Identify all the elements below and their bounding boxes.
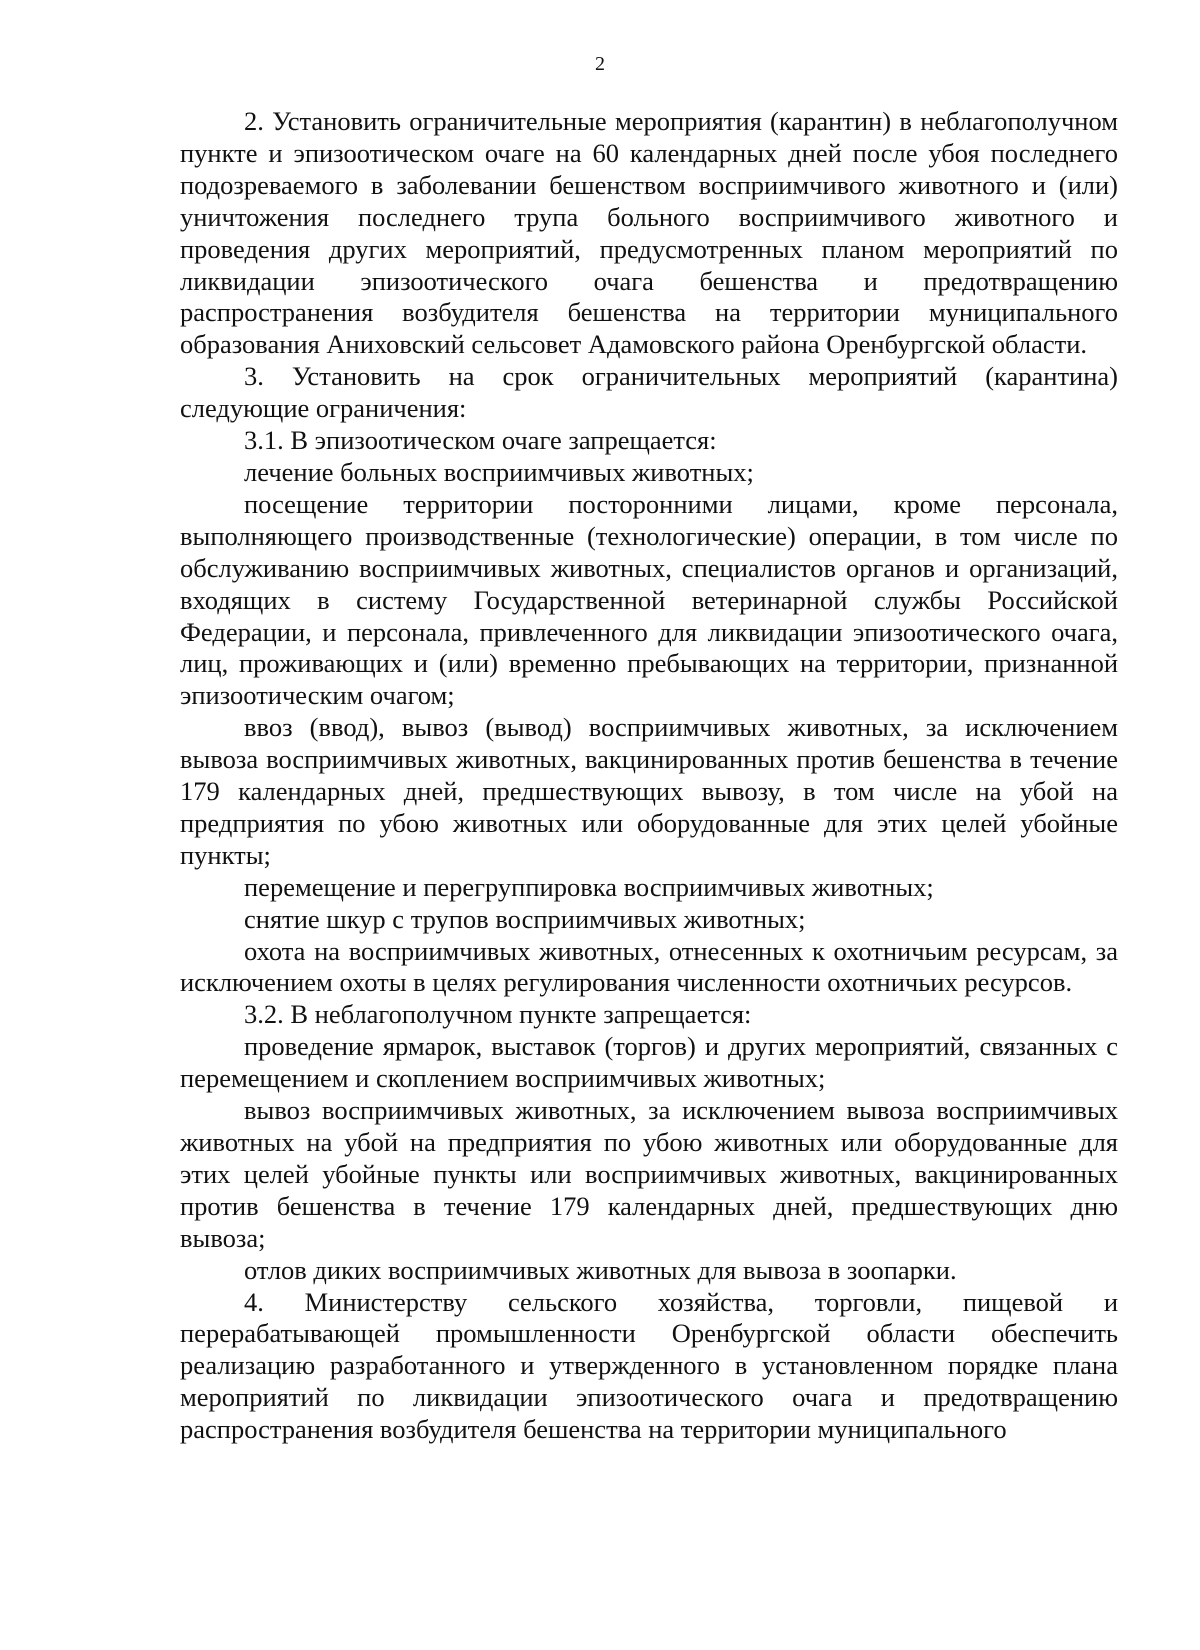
paragraph-regrouping-ban: перемещение и перегруппировка восприимчивых животных; bbox=[244, 871, 934, 902]
paragraph-fairs-ban: проведение ярмарок, выставок (торгов) и других мероприятий, связанных с перемещением и скоплением восприимчивых животных; bbox=[180, 1031, 1118, 1094]
paragraph-capture-ban: отлов диких восприимчивых животных для вывоза в зоопарки. bbox=[244, 1254, 957, 1285]
paragraph-item-4-ministry: 4. Министерству сельского хозяйства, торговли, пищевой и перерабатывающей промышленности Оренбургской области обеспечить реализацию разработанного и утвержденного в установленном порядке плана мероприятий по ликвидации эпизоотического очага и предотвращению распространения возбудителя бешенства на территории муниципального bbox=[180, 1286, 1118, 1445]
document-body bbox=[180, 106, 1118, 1446]
paragraph-item-3-2-heading: 3.2. В неблагополучном пункте запрещается: bbox=[244, 999, 752, 1030]
paragraph-treatment-ban: лечение больных восприимчивых животных; bbox=[244, 456, 754, 487]
page-number: 2 bbox=[595, 53, 605, 75]
paragraph-hunting-ban: охота на восприимчивых животных, отнесенных к охотничьим ресурсам, за исключением охоты в целях регулирования численности охотничьих ресурсов. bbox=[180, 935, 1118, 998]
paragraph-item-3-restrictions: 3. Установить на срок ограничительных мероприятий (карантина) следующие ограничения: bbox=[180, 361, 1118, 424]
paragraph-removal-ban: вывоз восприимчивых животных, за исключением вывоза восприимчивых животных на убой на предприятия по убою животных или оборудованные для этих целей убойные пункты или восприимчивых животных, вакцинированных против бешенства в течение 179 календарных дней, предшествующих дню вывоза; bbox=[180, 1095, 1118, 1253]
paragraph-item-2-quarantine: 2. Установить ограничительные мероприятия (карантин) в неблагополучном пункте и эпизоотическом очаге на 60 календарных дней после убоя последнего подозреваемого в заболевании бешенством восприимчивого животного и (или) уничтожения последнего трупа больного восприимчивого животного и проведения других мероприятий, предусмотренных планом мероприятий по ликвидации эпизоотического очага бешенства и предотвращению распространения возбудителя бешенства на территории муниципального образования Аниховский сельсовет Адамовского района Оренбургской области. bbox=[180, 106, 1118, 360]
paragraph-item-3-1-heading: 3.1. В эпизоотическом очаге запрещается: bbox=[244, 425, 717, 456]
paragraph-import-export-ban: ввоз (ввод), вывоз (вывод) восприимчивых животных, за исключением вывоза восприимчивых животных, вакцинированных против бешенства в течение 179 календарных дней, предшествующих вывозу, в том числе на убой на предприятия по убою животных или оборудованные для этих целей убойные пункты; bbox=[180, 712, 1118, 870]
paragraph-visit-ban: посещение территории посторонними лицами, кроме персонала, выполняющего производственные (технологические) операции, в том числе по обслуживанию восприимчивых животных, специалистов органов и организаций, входящих в систему Государственной ветеринарной службы Российской Федерации, и персонала, привлеченного для ликвидации эпизоотического очага, лиц, проживающих и (или) временно пребывающих на территории, признанной эпизоотическим очагом; bbox=[180, 488, 1118, 711]
paragraph-skinning-ban: снятие шкур с трупов восприимчивых животных; bbox=[244, 903, 806, 934]
